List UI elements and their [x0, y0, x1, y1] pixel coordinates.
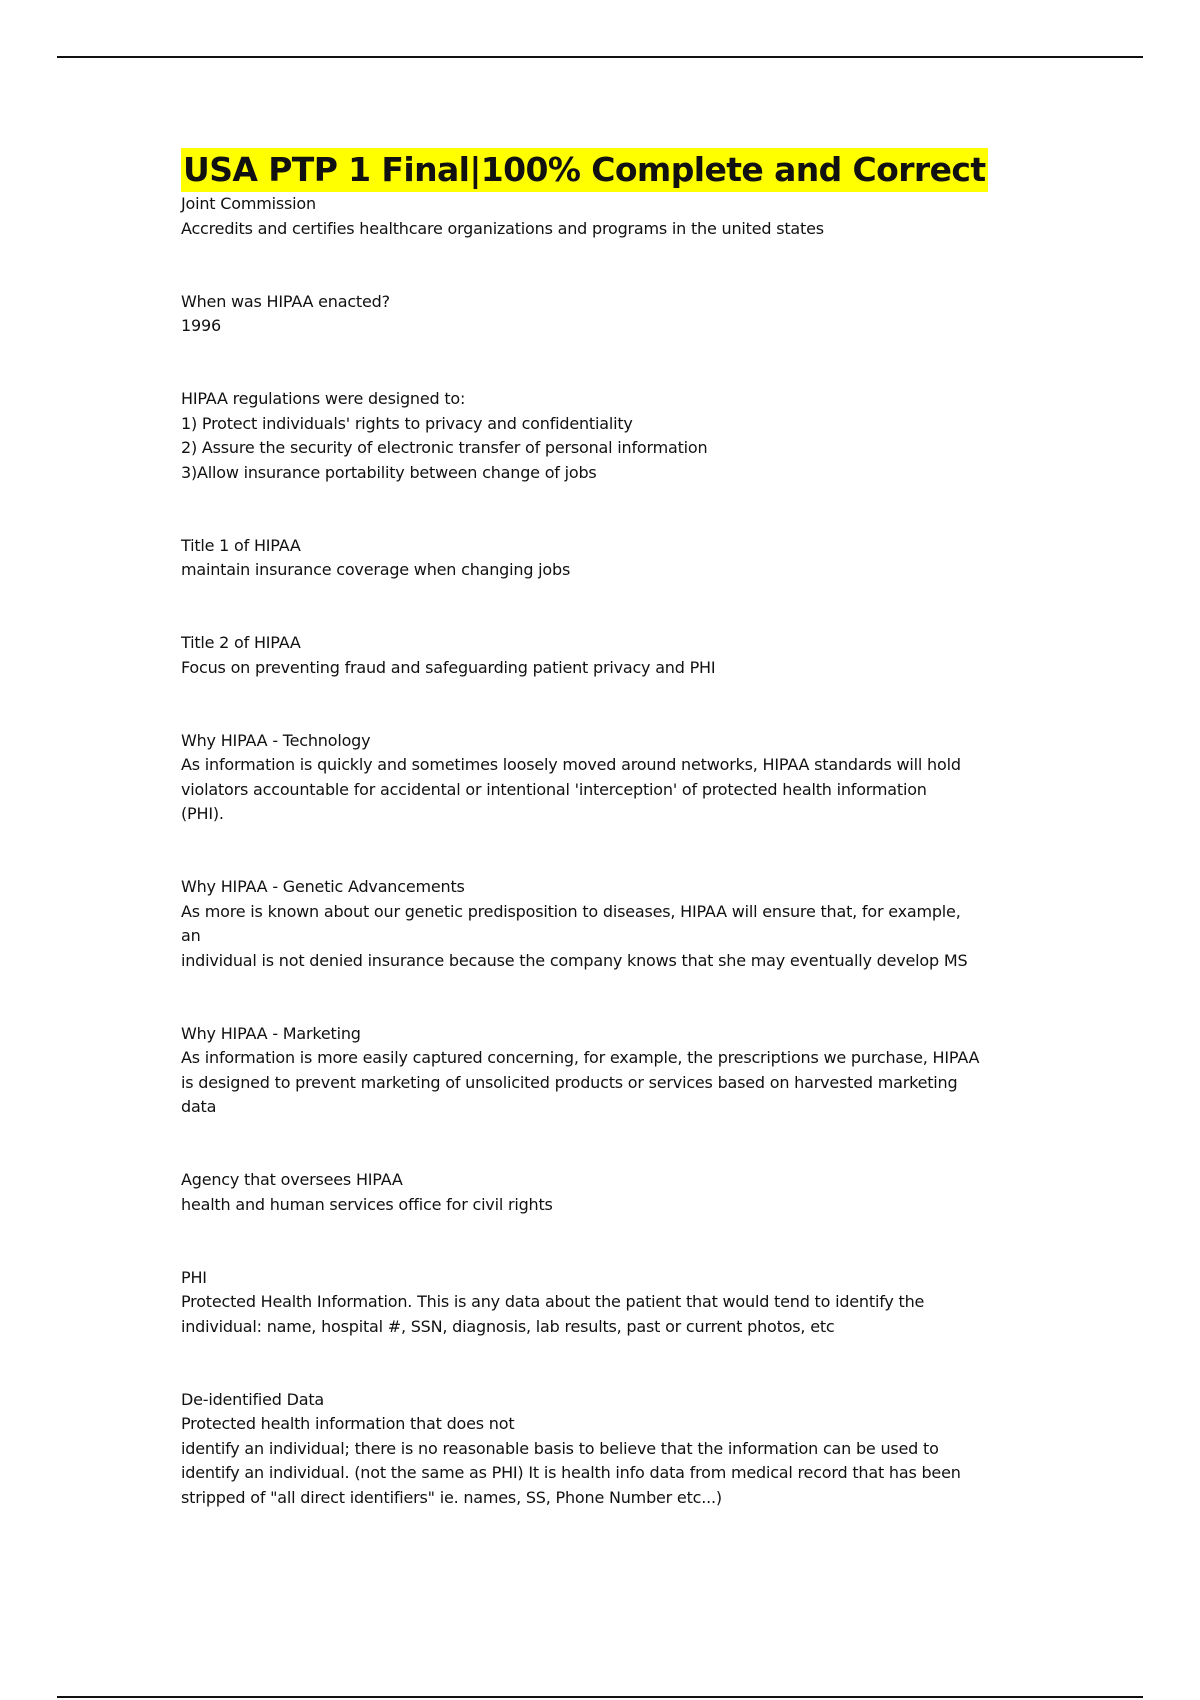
qa-entry-deidentified — [181, 1388, 1041, 1511]
answer-line: As information is more easily captured concerning, for example, the prescriptions we purchase, HIPAA — [181, 1048, 980, 1067]
qa-entry-joint-commission — [181, 192, 1041, 241]
answer-line: is designed to prevent marketing of unsolicited products or services based on harvested marketing — [181, 1072, 958, 1092]
answer-line: an — [181, 926, 201, 945]
answer: health and human services office for civil rights — [181, 1194, 553, 1214]
question: Agency that oversees HIPAA — [181, 1170, 403, 1189]
question: When was HIPAA enacted? — [181, 291, 390, 311]
answer: 1996 — [181, 316, 221, 335]
page-bottom-rule — [57, 1696, 1143, 1698]
answer-line: individual is not denied insurance because the company knows that she may eventually develop MS — [181, 950, 968, 970]
question: PHI — [181, 1267, 207, 1287]
answer-line: individual: name, hospital #, SSN, diagnosis, lab results, past or current photos, etc — [181, 1316, 835, 1336]
qa-entry-why-technology — [181, 729, 1041, 827]
answer-line: 1) Protect individuals' rights to privacy and confidentiality — [181, 413, 633, 433]
question: Title 2 of HIPAA — [181, 633, 301, 652]
answer: Accredits and certifies healthcare organizations and programs in the united states — [181, 218, 824, 238]
question: Why HIPAA - Marketing — [181, 1023, 361, 1043]
qa-entry-phi — [181, 1266, 1041, 1340]
answer-line: 2) Assure the security of electronic transfer of personal information — [181, 438, 708, 457]
qa-entry-title-1 — [181, 534, 1041, 583]
answer-line: As information is quickly and sometimes loosely moved around networks, HIPAA standards will hold — [181, 755, 961, 774]
answer-line: As more is known about our genetic predisposition to diseases, HIPAA will ensure that, for example, — [181, 901, 961, 921]
document-body — [181, 148, 1041, 1510]
answer: Focus on preventing fraud and safeguarding patient privacy and PHI — [181, 657, 716, 677]
question: HIPAA regulations were designed to: — [181, 389, 466, 408]
question: Title 1 of HIPAA — [181, 535, 301, 555]
qa-entry-why-marketing — [181, 1022, 1041, 1120]
document-title: USA PTP 1 Final|100% Complete and Correct — [181, 148, 988, 192]
answer-line: 3)Allow insurance portability between change of jobs — [181, 462, 597, 482]
question: De-identified Data — [181, 1389, 325, 1409]
answer-line: (PHI). — [181, 804, 224, 823]
question: Why HIPAA - Technology — [181, 730, 371, 750]
qa-entry-hipaa-regulations — [181, 387, 1041, 485]
answer-line: data — [181, 1097, 217, 1116]
answer-line: identify an individual; there is no reasonable basis to believe that the information can be used to — [181, 1438, 939, 1458]
qa-entry-agency — [181, 1168, 1041, 1217]
qa-entry-title-2 — [181, 631, 1041, 680]
answer: maintain insurance coverage when changing jobs — [181, 560, 571, 579]
answer-line: stripped of "all direct identifiers" ie. names, SS, Phone Number etc...) — [181, 1487, 722, 1507]
answer-line: identify an individual. (not the same as PHI) It is health info data from medical record that has been — [181, 1463, 961, 1482]
answer-line: Protected Health Information. This is any data about the patient that would tend to identify the — [181, 1292, 925, 1311]
question: Joint Commission — [181, 194, 316, 213]
answer-line: violators accountable for accidental or intentional 'interception' of protected health information — [181, 779, 927, 799]
page-top-rule — [57, 56, 1143, 58]
qa-entry-why-genetic — [181, 875, 1041, 973]
answer-line: Protected health information that does not — [181, 1414, 515, 1433]
qa-entry-hipaa-enacted — [181, 290, 1041, 339]
question: Why HIPAA - Genetic Advancements — [181, 877, 465, 896]
